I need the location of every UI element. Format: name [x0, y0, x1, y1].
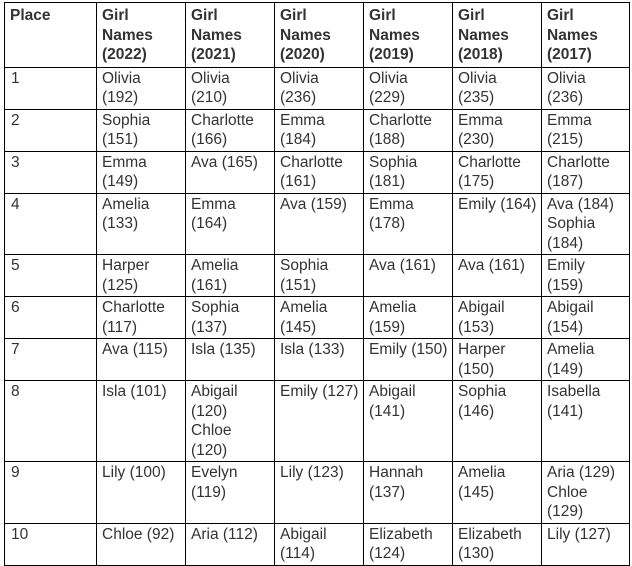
name-cell [453, 523, 542, 565]
header-line: Girl [191, 7, 218, 24]
table-row [5, 151, 630, 193]
header-line: (2019) [369, 46, 414, 63]
name-cell [364, 339, 453, 381]
name-entry: Olivia (235) [458, 69, 497, 106]
header-line: (2022) [102, 46, 147, 63]
name-cell [97, 67, 186, 109]
name-cell [364, 151, 453, 193]
name-entry: Chloe (92) [102, 525, 175, 543]
header-year-2018 [453, 3, 542, 68]
header-line: (2018) [458, 46, 503, 63]
name-cell [542, 339, 630, 381]
name-cell [186, 297, 275, 339]
name-entry: Emma (164) [191, 195, 236, 232]
header-line: Names [547, 26, 598, 44]
name-entry: Abigail (141) [369, 383, 416, 420]
table-row [5, 339, 630, 381]
name-entry: Ava (159) [280, 195, 347, 213]
name-cell [186, 462, 275, 524]
header-year-2020 [275, 3, 364, 68]
name-entry: Amelia (145) [280, 299, 328, 336]
name-entry: Charlotte (187) [547, 153, 610, 190]
name-cell [453, 381, 542, 462]
name-cell [542, 255, 630, 297]
header-line: Names [191, 26, 242, 44]
name-cell [97, 151, 186, 193]
name-entry: Charlotte (117) [102, 299, 165, 336]
name-cell [97, 297, 186, 339]
name-entry: Harper (150) [458, 341, 506, 378]
name-cell [97, 523, 186, 565]
name-entry: Sophia (184) [547, 215, 596, 252]
place-cell: 1 [5, 67, 97, 109]
name-cell [542, 67, 630, 109]
name-entry: Isla (133) [280, 341, 345, 358]
name-entry: Olivia (192) [102, 69, 141, 106]
place-cell: 10 [5, 523, 97, 565]
header-line: Girl [280, 7, 307, 24]
name-entry: Elizabeth (130) [458, 525, 522, 562]
table-row [5, 297, 630, 339]
name-cell [186, 193, 275, 255]
name-entry: Sophia (151) [280, 257, 329, 294]
header-line: Names [280, 26, 331, 44]
name-entry: Emily (127) [280, 383, 359, 400]
table-body [5, 67, 630, 565]
name-cell [275, 381, 364, 462]
table-row [5, 193, 630, 255]
name-entry: Chloe (129) [547, 483, 588, 520]
header-line: (2017) [547, 46, 592, 63]
name-entry: Abigail (114) [280, 525, 327, 562]
name-cell [275, 151, 364, 193]
name-cell [453, 109, 542, 151]
name-cell [364, 255, 453, 297]
name-cell [453, 339, 542, 381]
name-entry: Olivia (236) [280, 69, 319, 106]
name-cell [97, 381, 186, 462]
girl-names-table [4, 2, 630, 566]
table-row [5, 255, 630, 297]
name-cell [186, 255, 275, 297]
name-cell [275, 255, 364, 297]
header-line: Names [102, 26, 153, 44]
name-cell [453, 193, 542, 255]
name-entry: Olivia (229) [369, 69, 408, 106]
name-cell [97, 193, 186, 255]
name-cell [275, 297, 364, 339]
name-cell [186, 339, 275, 381]
header-year-2017 [542, 3, 630, 68]
name-entry: Isla (101) [102, 383, 167, 400]
name-cell [453, 67, 542, 109]
name-cell [275, 462, 364, 524]
table-row [5, 67, 630, 109]
name-entry: Emma (230) [458, 111, 503, 148]
name-cell [275, 523, 364, 565]
name-entry: Elizabeth (124) [369, 525, 433, 562]
name-entry: Charlotte (188) [369, 111, 432, 148]
name-entry: Olivia (236) [547, 69, 586, 106]
name-cell [453, 255, 542, 297]
name-cell [364, 67, 453, 109]
name-cell [364, 381, 453, 462]
place-cell: 7 [5, 339, 97, 381]
place-cell: 8 [5, 381, 97, 462]
name-cell [453, 297, 542, 339]
name-entry: Amelia (133) [102, 195, 150, 232]
name-cell [97, 109, 186, 151]
name-cell [275, 193, 364, 255]
name-cell [542, 523, 630, 565]
name-entry: Charlotte (166) [191, 111, 254, 148]
name-entry: Chloe (120) [191, 422, 232, 459]
header-year-2019 [364, 3, 453, 68]
name-entry: Ava (115) [102, 341, 168, 358]
table-header [5, 3, 630, 68]
name-cell [275, 109, 364, 151]
name-cell [186, 523, 275, 565]
name-entry: Abigail (120) [191, 383, 238, 420]
name-cell [364, 462, 453, 524]
name-entry: Amelia (145) [458, 464, 506, 501]
name-entry: Amelia (149) [547, 341, 595, 378]
name-entry: Ava (161) [458, 257, 525, 274]
name-cell [542, 193, 630, 255]
name-entry: Aria (112) [191, 525, 258, 543]
name-cell [275, 339, 364, 381]
name-entry: Lily (123) [280, 464, 344, 481]
name-entry: Sophia (137) [191, 299, 240, 336]
name-entry: Olivia (210) [191, 69, 230, 106]
name-cell [186, 151, 275, 193]
header-line: Girl [102, 7, 129, 24]
girl-names-table-container [4, 2, 630, 566]
name-cell [542, 381, 630, 462]
name-cell [364, 193, 453, 255]
name-cell [542, 297, 630, 339]
name-entry: Emma (184) [280, 111, 325, 148]
name-entry: Emma (178) [369, 195, 414, 232]
table-row [5, 381, 630, 462]
name-cell [97, 255, 186, 297]
header-place: Place [5, 3, 97, 68]
header-line: Names [369, 26, 420, 44]
table-row [5, 109, 630, 151]
name-entry: Amelia (161) [191, 257, 239, 294]
name-entry: Charlotte (161) [280, 153, 343, 190]
header-year-2021 [186, 3, 275, 68]
name-entry: Lily (100) [102, 464, 166, 481]
table-row [5, 462, 630, 524]
name-cell [542, 109, 630, 151]
name-cell [542, 462, 630, 524]
name-cell [186, 67, 275, 109]
name-entry: Isabella (141) [547, 383, 601, 420]
place-cell: 3 [5, 151, 97, 193]
name-cell [97, 339, 186, 381]
name-entry: Emma (215) [547, 111, 592, 148]
name-entry: Hannah (137) [369, 464, 424, 501]
name-cell [97, 462, 186, 524]
header-line: Girl [369, 7, 396, 24]
header-line: Girl [458, 7, 485, 24]
place-cell: 5 [5, 255, 97, 297]
name-cell [542, 151, 630, 193]
name-entry: Sophia (146) [458, 383, 507, 420]
name-entry: Evelyn (119) [191, 464, 238, 501]
name-cell [275, 67, 364, 109]
name-entry: Amelia (159) [369, 299, 417, 336]
name-entry: Ava (161) [369, 257, 436, 274]
name-cell [186, 381, 275, 462]
name-entry: Emily (164) [458, 195, 537, 213]
name-entry: Abigail (153) [458, 299, 505, 336]
name-entry: Harper (125) [102, 257, 150, 294]
header-year-2022 [97, 3, 186, 68]
name-entry: Emily (159) [547, 257, 585, 294]
name-entry: Ava (165) [191, 153, 258, 171]
name-entry: Charlotte (175) [458, 153, 521, 190]
table-row [5, 523, 630, 565]
name-entry: Isla (135) [191, 341, 256, 358]
place-cell: 4 [5, 193, 97, 255]
name-entry: Lily (127) [547, 525, 611, 543]
header-line: Names [458, 26, 509, 44]
name-entry: Sophia (181) [369, 153, 418, 190]
name-entry: Emma (149) [102, 153, 147, 190]
header-row [5, 3, 630, 68]
header-line: (2020) [280, 46, 325, 63]
header-line: Girl [547, 7, 574, 24]
place-cell: 6 [5, 297, 97, 339]
name-cell [364, 109, 453, 151]
name-cell [453, 151, 542, 193]
name-entry: Aria (129) [547, 464, 616, 481]
name-cell [364, 523, 453, 565]
name-entry: Ava (184) [547, 195, 614, 213]
name-entry: Sophia (151) [102, 111, 151, 148]
place-cell: 9 [5, 462, 97, 524]
name-cell [453, 462, 542, 524]
place-cell: 2 [5, 109, 97, 151]
name-cell [186, 109, 275, 151]
header-line: (2021) [191, 46, 236, 63]
name-entry: Abigail (154) [547, 299, 594, 336]
name-cell [364, 297, 453, 339]
name-entry: Emily (150) [369, 341, 448, 358]
